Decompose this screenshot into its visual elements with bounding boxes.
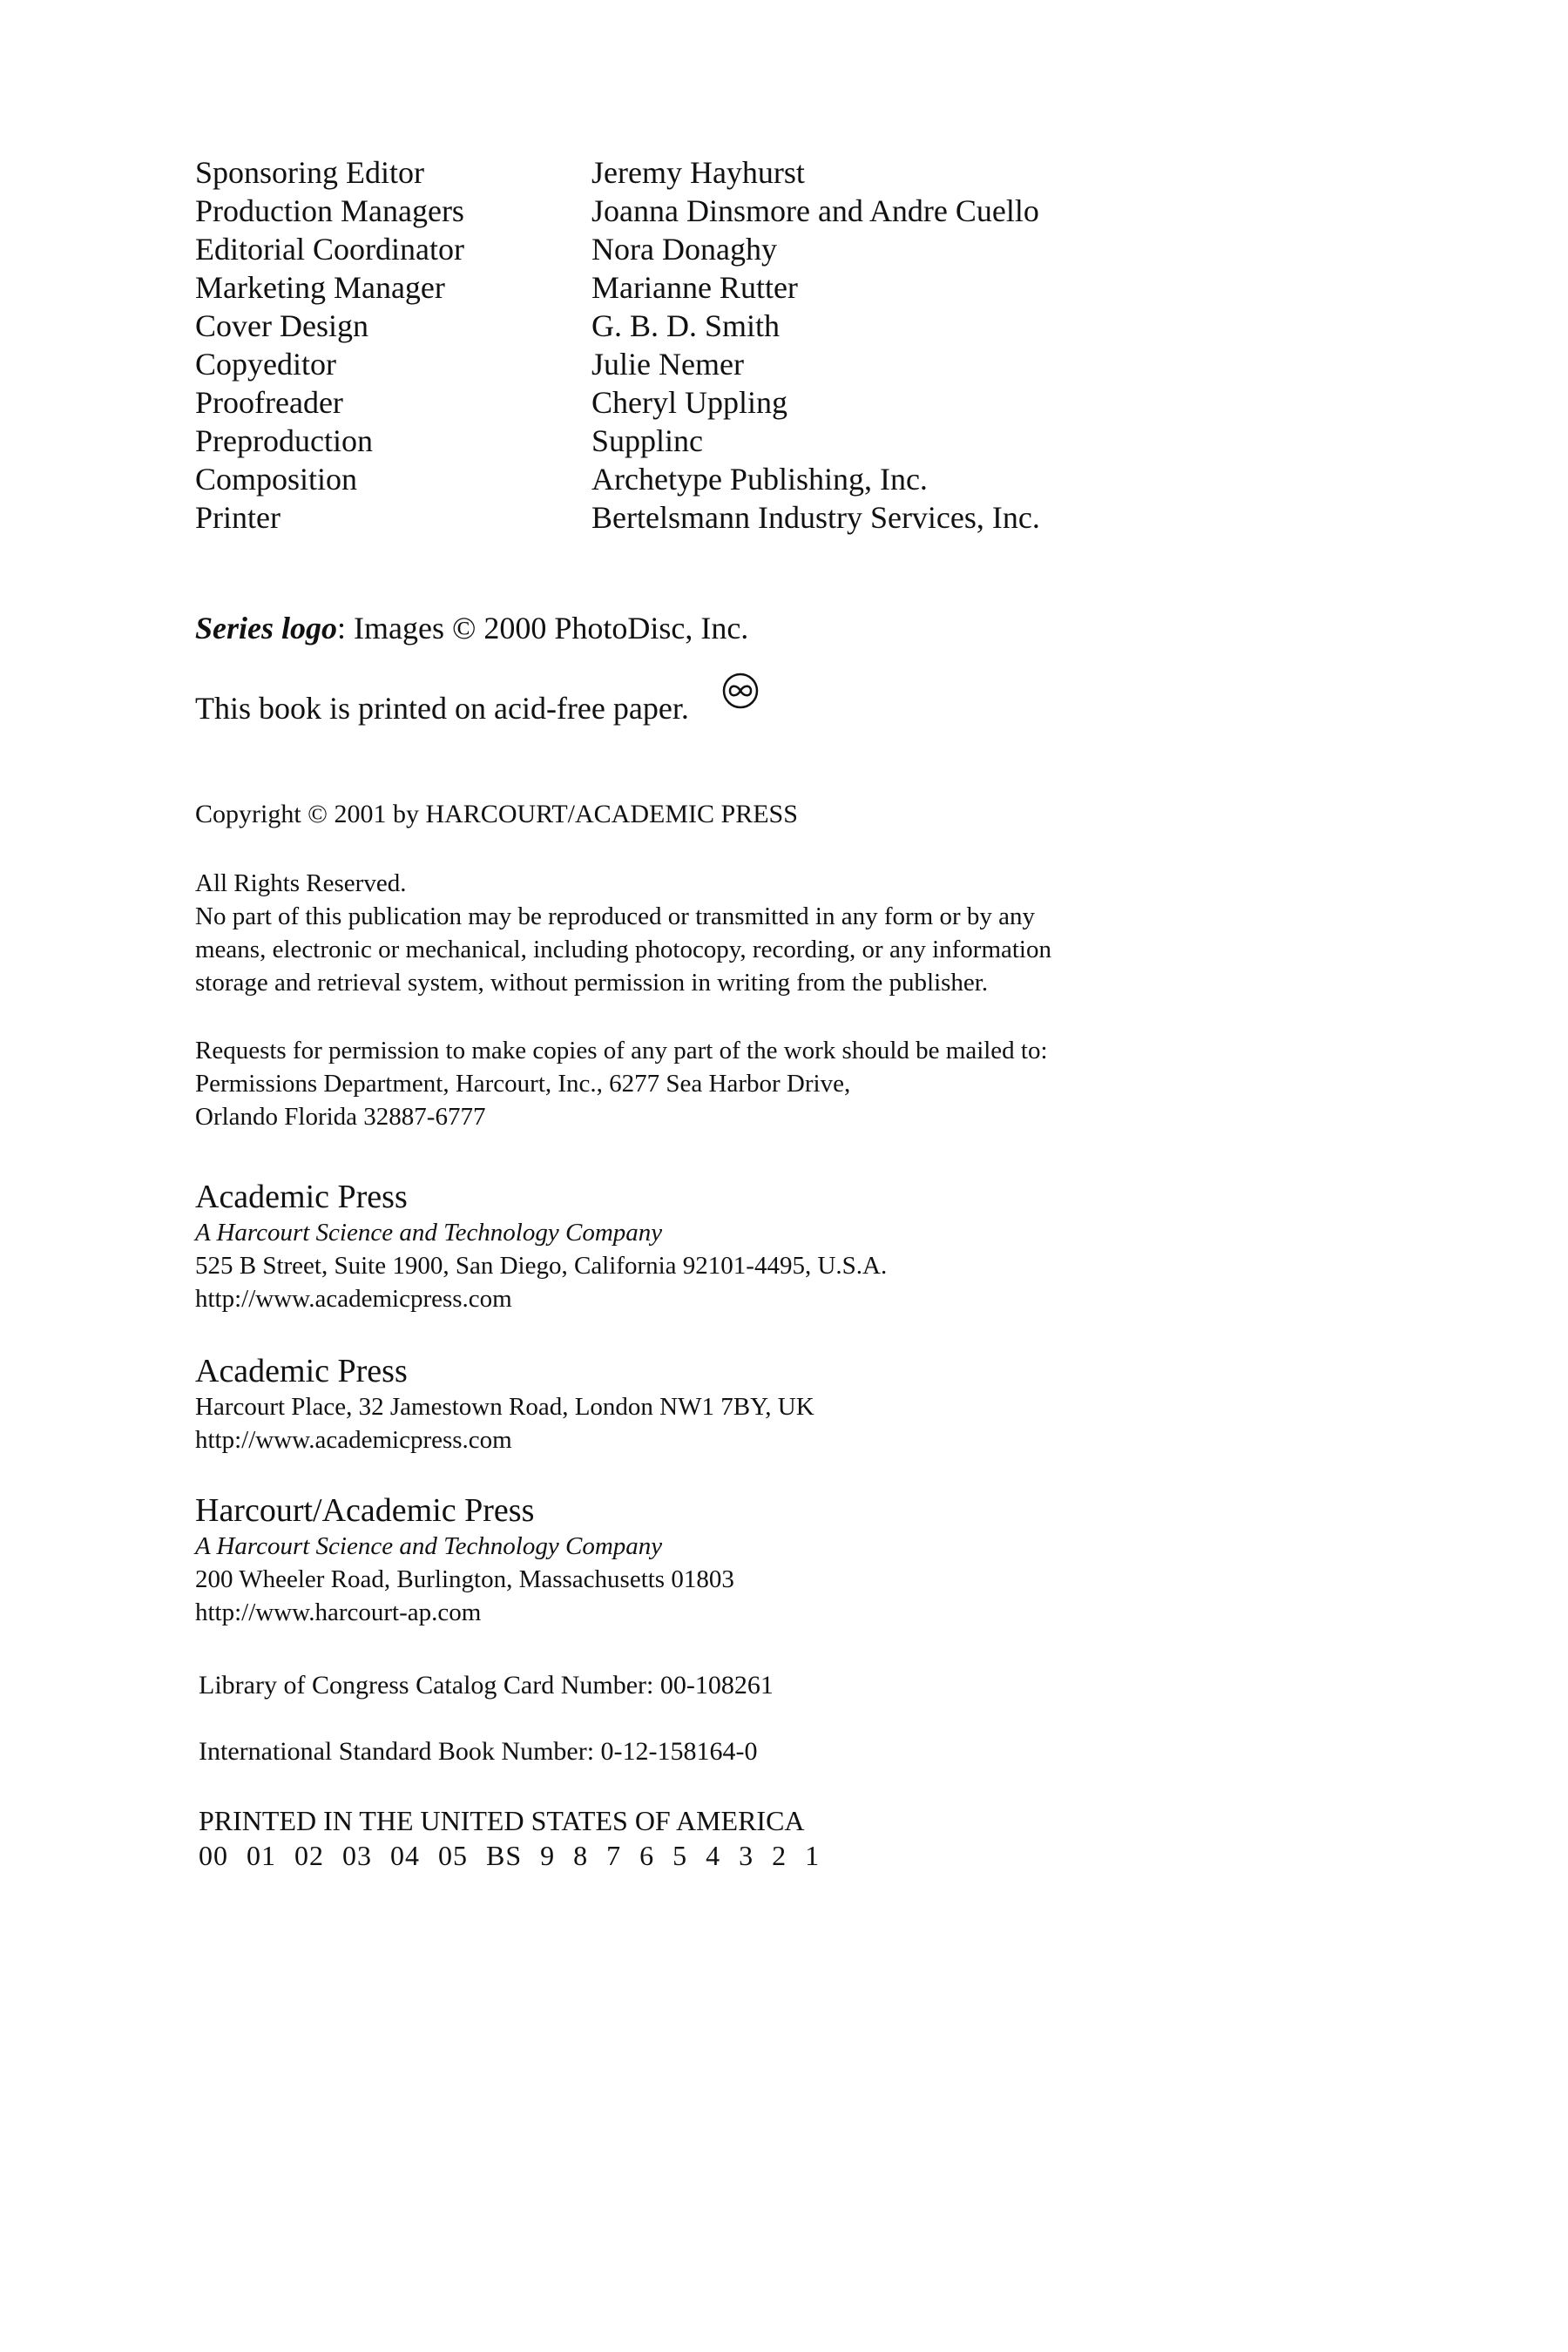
credit-role: Production Managers — [195, 193, 464, 228]
credit-role: Editorial Coordinator — [195, 232, 464, 267]
credit-row — [195, 153, 1040, 192]
infinity-circle-icon — [721, 672, 760, 710]
credit-role: Printer — [195, 500, 280, 535]
credit-role: Cover Design — [195, 308, 368, 343]
credit-role: Composition — [195, 462, 358, 497]
credit-row — [195, 307, 1040, 345]
credit-row — [195, 192, 1040, 230]
publisher-tagline: A Harcourt Science and Technology Company — [195, 1532, 663, 1560]
publisher-name: Academic Press — [195, 1179, 408, 1215]
credit-row — [195, 460, 1040, 498]
credit-role: Preproduction — [195, 423, 373, 458]
publisher-address: 525 B Street, Suite 1900, San Diego, California 92101-4495, U.S.A. — [195, 1252, 888, 1280]
series-logo-label: Series logo — [195, 611, 338, 645]
credit-row — [195, 498, 1040, 537]
requests-line: Requests for permission to make copies of any part of the work should be mailed to: — [195, 1037, 1048, 1064]
credit-name: Bertelsmann Industry Services, Inc. — [591, 500, 1040, 535]
rights-line: All Rights Reserved. — [195, 869, 407, 897]
credit-name: Cheryl Uppling — [591, 385, 787, 420]
requests-line: Permissions Department, Harcourt, Inc., 6277 Sea Harbor Drive, — [195, 1070, 851, 1098]
requests-line: Orlando Florida 32887-6777 — [195, 1103, 486, 1131]
publisher-name: Academic Press — [195, 1353, 408, 1389]
credit-role: Sponsoring Editor — [195, 155, 425, 190]
publisher-block — [195, 1352, 814, 1456]
credit-row — [195, 230, 1040, 268]
series-logo-text: : Images © 2000 PhotoDisc, Inc. — [337, 611, 749, 645]
isbn-line: International Standard Book Number: 0-12-158164-0 — [199, 1737, 758, 1766]
copyright-line: Copyright © 2001 by HARCOURT/ACADEMIC PRESS — [195, 800, 798, 828]
publisher-address: Harcourt Place, 32 Jamestown Road, London NW1 7BY, UK — [195, 1393, 814, 1421]
credit-name: G. B. D. Smith — [591, 308, 781, 343]
publisher-block — [195, 1491, 734, 1629]
credit-name: Supplinc — [591, 423, 704, 458]
credit-name: Jeremy Hayhurst — [591, 155, 805, 190]
credit-role: Copyeditor — [195, 347, 336, 382]
credits-list — [195, 153, 1040, 537]
printing-info — [199, 1803, 820, 1873]
rights-line: storage and retrieval system, without permission in writing from the publisher. — [195, 969, 989, 997]
publisher-block — [195, 1178, 887, 1315]
lccn-line: Library of Congress Catalog Card Number: 00-108261 — [199, 1671, 774, 1700]
acid-free-text: This book is printed on acid-free paper. — [195, 691, 689, 726]
rights-line: means, electronic or mechanical, including photocopy, recording, or any information — [195, 936, 1051, 963]
publisher-url: http://www.harcourt-ap.com — [195, 1598, 482, 1626]
credit-name: Archetype Publishing, Inc. — [591, 462, 928, 497]
credit-role: Marketing Manager — [195, 270, 445, 305]
credit-name: Marianne Rutter — [591, 270, 798, 305]
publisher-name: Harcourt/Academic Press — [195, 1492, 535, 1529]
publisher-url: http://www.academicpress.com — [195, 1426, 512, 1454]
acid-free-notice — [195, 690, 760, 729]
credit-row — [195, 345, 1040, 383]
rights-notice — [195, 867, 1051, 999]
publisher-url: http://www.academicpress.com — [195, 1285, 512, 1313]
publisher-address: 200 Wheeler Road, Burlington, Massachusetts 01803 — [195, 1565, 734, 1593]
publisher-tagline: A Harcourt Science and Technology Company — [195, 1219, 663, 1247]
credit-row — [195, 422, 1040, 460]
printed-in-country: PRINTED IN THE UNITED STATES OF AMERICA — [199, 1805, 805, 1836]
permissions-requests — [195, 1034, 1048, 1133]
series-logo-credit — [195, 610, 748, 646]
credit-name: Nora Donaghy — [591, 232, 777, 267]
credit-row — [195, 383, 1040, 422]
printing-line: 00 01 02 03 04 05 BS 9 8 7 6 5 4 3 2 1 — [199, 1840, 821, 1871]
credit-name: Julie Nemer — [591, 347, 744, 382]
rights-line: No part of this publication may be reproduced or transmitted in any form or by any — [195, 902, 1035, 930]
credit-name: Joanna Dinsmore and Andre Cuello — [591, 193, 1039, 228]
credit-role: Proofreader — [195, 385, 343, 420]
credit-row — [195, 268, 1040, 307]
